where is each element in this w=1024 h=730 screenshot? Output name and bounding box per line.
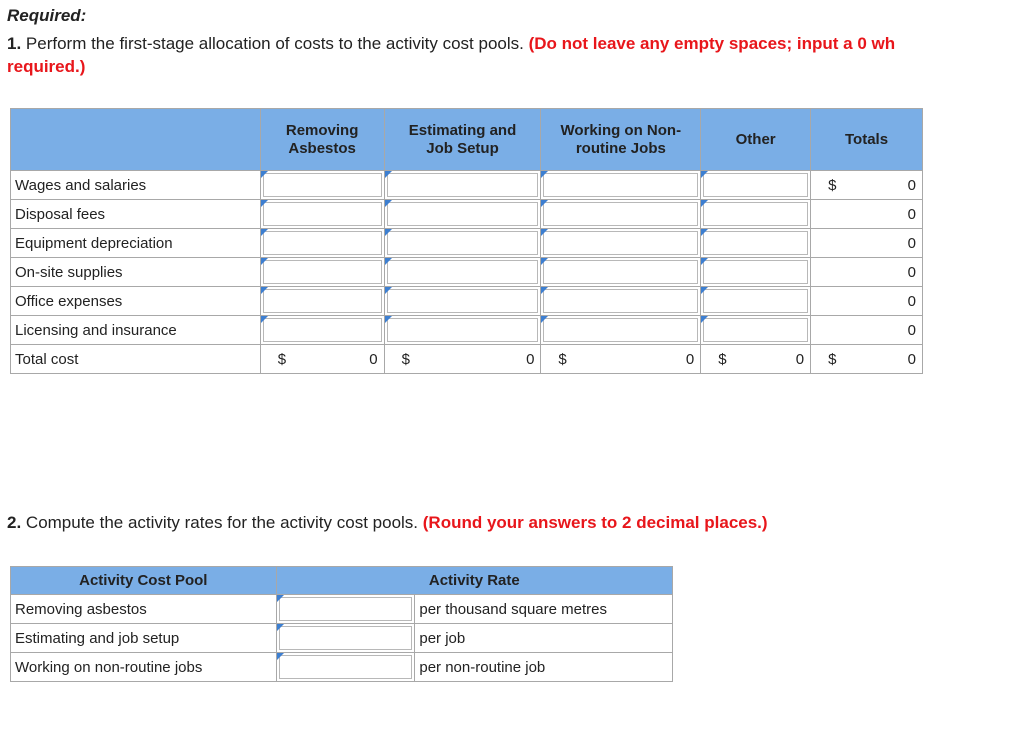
total-value: 0 <box>907 351 916 368</box>
row-total <box>811 171 923 200</box>
header-blank <box>11 109 261 171</box>
rate-estimating-input[interactable] <box>279 626 413 650</box>
licensing-non-routine-input[interactable] <box>543 318 698 342</box>
currency-symbol: $ <box>558 351 567 368</box>
total-value: 0 <box>795 351 805 368</box>
table-row <box>11 287 923 316</box>
pool-label: Estimating and job setup <box>11 624 277 653</box>
question-1-note-continued: required.) <box>7 57 86 76</box>
depreciation-removing-asbestos-input[interactable] <box>263 231 382 255</box>
answer-marker-icon <box>385 258 392 265</box>
question-2-note: (Round your answers to 2 decimal places.) <box>422 513 768 532</box>
input-cell <box>541 316 701 345</box>
answer-marker-icon <box>261 200 268 207</box>
row-label: On-site supplies <box>11 258 261 287</box>
row-label: Office expenses <box>11 287 261 316</box>
row-total <box>811 287 923 316</box>
table-row <box>11 624 673 653</box>
answer-marker-icon <box>701 287 708 294</box>
question-2-number: 2. <box>7 513 22 532</box>
input-cell <box>541 258 701 287</box>
input-cell <box>384 287 541 316</box>
table-row <box>11 316 923 345</box>
question-2-instructions <box>7 511 768 534</box>
office-non-routine-input[interactable] <box>543 289 698 313</box>
currency-symbol: $ <box>401 351 410 368</box>
question-1-note: (Do not leave any empty spaces; input a 0 wh <box>528 34 896 53</box>
answer-marker-icon <box>261 316 268 323</box>
answer-marker-icon <box>277 653 284 660</box>
table-row <box>11 653 673 682</box>
question-2-text: Compute the activity rates for the activity cost pools. <box>21 513 423 532</box>
currency-symbol: $ <box>718 351 727 368</box>
wages-other-input[interactable] <box>703 173 808 197</box>
row-label: Equipment depreciation <box>11 229 261 258</box>
rates-header-row <box>11 567 673 595</box>
input-cell <box>260 258 384 287</box>
rate-unit: per non-routine job <box>415 653 673 682</box>
answer-marker-icon <box>541 316 548 323</box>
header-other: Other <box>701 109 811 171</box>
rate-unit: per thousand square metres <box>415 595 673 624</box>
input-cell <box>384 200 541 229</box>
total-removing-asbestos <box>260 345 384 374</box>
total-value: 0 <box>685 351 695 368</box>
input-cell <box>276 595 415 624</box>
rate-removing-asbestos-input[interactable] <box>279 597 413 621</box>
answer-marker-icon <box>385 171 392 178</box>
answer-marker-icon <box>261 171 268 178</box>
header-totals: Totals <box>811 109 923 171</box>
input-cell <box>701 287 811 316</box>
table-row <box>11 200 923 229</box>
row-total-value: 0 <box>907 206 916 223</box>
pool-label: Working on non-routine jobs <box>11 653 277 682</box>
supplies-other-input[interactable] <box>703 260 808 284</box>
header-working-non-routine: Working on Non- routine Jobs <box>541 109 701 171</box>
supplies-removing-asbestos-input[interactable] <box>263 260 382 284</box>
required-label: Required: <box>7 6 87 25</box>
input-cell <box>384 258 541 287</box>
row-total <box>811 229 923 258</box>
licensing-other-input[interactable] <box>703 318 808 342</box>
input-cell <box>276 624 415 653</box>
answer-marker-icon <box>277 595 284 602</box>
input-cell <box>260 171 384 200</box>
table-row <box>11 595 673 624</box>
wages-non-routine-input[interactable] <box>543 173 698 197</box>
answer-marker-icon <box>701 200 708 207</box>
supplies-estimating-input[interactable] <box>387 260 539 284</box>
answer-marker-icon <box>385 316 392 323</box>
header-estimating-job-setup: Estimating and Job Setup <box>384 109 541 171</box>
input-cell <box>384 316 541 345</box>
office-removing-asbestos-input[interactable] <box>263 289 382 313</box>
row-label: Licensing and insurance <box>11 316 261 345</box>
header-removing-asbestos: Removing Asbestos <box>260 109 384 171</box>
row-label: Wages and salaries <box>11 171 261 200</box>
row-total <box>811 200 923 229</box>
input-cell <box>701 229 811 258</box>
answer-marker-icon <box>277 624 284 631</box>
total-estimating <box>384 345 541 374</box>
input-cell <box>384 229 541 258</box>
supplies-non-routine-input[interactable] <box>543 260 698 284</box>
header-activity-rate: Activity Rate <box>276 567 672 595</box>
input-cell <box>541 171 701 200</box>
answer-marker-icon <box>701 171 708 178</box>
row-total-value: 0 <box>907 264 916 281</box>
licensing-removing-asbestos-input[interactable] <box>263 318 382 342</box>
header-activity-cost-pool: Activity Cost Pool <box>11 567 277 595</box>
answer-marker-icon <box>541 171 548 178</box>
answer-marker-icon <box>701 258 708 265</box>
input-cell <box>260 200 384 229</box>
total-value: 0 <box>526 351 535 368</box>
input-cell <box>276 653 415 682</box>
grand-total <box>811 345 923 374</box>
row-total-value: 0 <box>907 177 916 194</box>
answer-marker-icon <box>261 287 268 294</box>
pool-label: Removing asbestos <box>11 595 277 624</box>
answer-marker-icon <box>541 258 548 265</box>
office-other-input[interactable] <box>703 289 808 313</box>
row-label: Disposal fees <box>11 200 261 229</box>
allocation-table <box>10 108 923 374</box>
disposal-estimating-input[interactable] <box>387 202 539 226</box>
input-cell <box>701 258 811 287</box>
depreciation-estimating-input[interactable] <box>387 231 539 255</box>
currency-symbol: $ <box>277 351 287 368</box>
answer-marker-icon <box>541 200 548 207</box>
office-estimating-input[interactable] <box>387 289 539 313</box>
table-row <box>11 258 923 287</box>
row-total-value: 0 <box>907 293 916 310</box>
total-non-routine <box>541 345 701 374</box>
row-total <box>811 316 923 345</box>
answer-marker-icon <box>701 229 708 236</box>
currency-symbol: $ <box>828 351 837 368</box>
answer-marker-icon <box>261 229 268 236</box>
input-cell <box>260 287 384 316</box>
row-label: Total cost <box>11 345 261 374</box>
input-cell <box>260 316 384 345</box>
wages-removing-asbestos-input[interactable] <box>263 173 382 197</box>
disposal-removing-asbestos-input[interactable] <box>263 202 382 226</box>
disposal-non-routine-input[interactable] <box>543 202 698 226</box>
row-total <box>811 258 923 287</box>
row-total-value: 0 <box>907 322 916 339</box>
answer-marker-icon <box>261 258 268 265</box>
input-cell <box>701 171 811 200</box>
question-1-number: 1. <box>7 34 22 53</box>
licensing-estimating-input[interactable] <box>387 318 539 342</box>
answer-marker-icon <box>385 229 392 236</box>
input-cell <box>260 229 384 258</box>
currency-symbol: $ <box>828 177 837 194</box>
rate-unit: per job <box>415 624 673 653</box>
total-other <box>701 345 811 374</box>
answer-marker-icon <box>385 200 392 207</box>
total-value: 0 <box>369 351 378 368</box>
input-cell <box>701 316 811 345</box>
depreciation-other-input[interactable] <box>703 231 808 255</box>
table-row <box>11 229 923 258</box>
allocation-header-row <box>11 109 923 171</box>
input-cell <box>384 171 541 200</box>
answer-marker-icon <box>541 229 548 236</box>
disposal-other-input[interactable] <box>703 202 808 226</box>
activity-rates-table <box>10 566 673 682</box>
rate-non-routine-input[interactable] <box>279 655 413 679</box>
answer-marker-icon <box>385 287 392 294</box>
input-cell <box>541 287 701 316</box>
input-cell <box>541 200 701 229</box>
depreciation-non-routine-input[interactable] <box>543 231 698 255</box>
input-cell <box>541 229 701 258</box>
wages-estimating-input[interactable] <box>387 173 539 197</box>
question-1-text: Perform the first-stage allocation of costs to the activity cost pools. <box>21 34 529 53</box>
table-row <box>11 171 923 200</box>
row-total-value: 0 <box>907 235 916 252</box>
total-cost-row <box>11 345 923 374</box>
answer-marker-icon <box>701 316 708 323</box>
question-1-instructions <box>7 32 1024 55</box>
answer-marker-icon <box>541 287 548 294</box>
input-cell <box>701 200 811 229</box>
